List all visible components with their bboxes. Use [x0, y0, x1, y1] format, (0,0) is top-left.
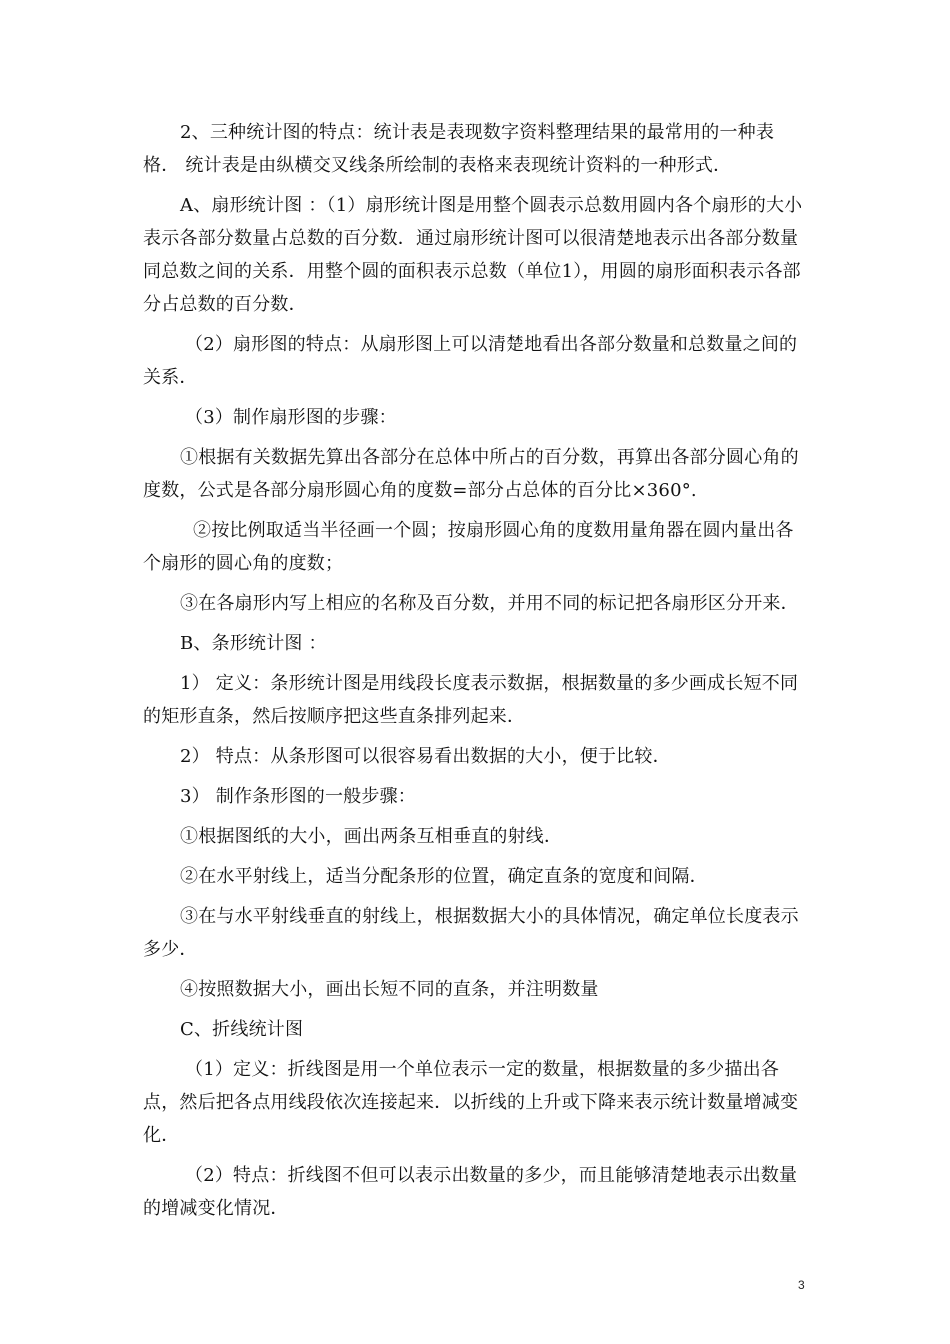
p-bar-step-4: ④按照数据大小，画出长短不同的直条，并注明数量	[180, 979, 599, 1000]
document-body	[143, 116, 809, 1232]
p-line-definition: （1）定义：折线图是用一个单位表示一定的数量，根据数量的多少描出各点，然后把各点用线段依次连接起来．以折线的上升或下降来表示统计数量增减变化．	[143, 1059, 799, 1146]
p-bar-step-2: ②在水平射线上，适当分配条形的位置，确定直条的宽度和间隔．	[180, 866, 708, 887]
p-bar-features: 2） 特点：从条形图可以很容易看出数据的大小，便于比较．	[180, 746, 671, 767]
p-line-title: C、折线统计图	[180, 1019, 304, 1040]
p-pie-step-3: ③在各扇形内写上相应的名称及百分数，并用不同的标记把各扇形区分开来．	[180, 593, 799, 614]
p-bar-title: B、条形统计图 ：	[180, 633, 327, 654]
p-bar-step-3: ③在与水平射线垂直的射线上，根据数据大小的具体情况，确定单位长度表示多少．	[143, 906, 799, 960]
p-pie-features: （2）扇形图的特点：从扇形图上可以清楚地看出各部分数量和总数量之间的关系．	[143, 334, 798, 388]
p-line-features: （2）特点：折线图不但可以表示出数量的多少，而且能够清楚地表示出数量的增减变化情况．	[143, 1165, 798, 1219]
p-three-charts-features: 2、三种统计图的特点：统计表是表现数字资料整理结果的最常用的一种表格． 统计表是由纵横交叉线条所绘制的表格来表现统计资料的一种形式．	[143, 122, 775, 176]
p-pie-definition: A、扇形统计图 ：（1）扇形统计图是用整个圆表示总数用圆内各个扇形的大小表示各部分数量占总数的百分数．通过扇形统计图可以很清楚地表示出各部分数量同总数之间的关系．用整个圆的面积表示总数（单位1），用圆的扇形面积表示各部分占总数的百分数．	[143, 195, 803, 315]
p-pie-steps-title: （3）制作扇形图的步骤：	[185, 407, 397, 428]
p-pie-step-1: ①根据有关数据先算出各部分在总体中所占的百分数，再算出各部分圆心角的度数，公式是各部分扇形圆心角的度数=部分占总体的百分比×360°.	[143, 447, 799, 501]
page-number: 3	[798, 1278, 805, 1292]
p-pie-step-2: ②按比例取适当半径画一个圆；按扇形圆心角的度数用量角器在圆内量出各个扇形的圆心角的度数；	[143, 520, 794, 574]
p-bar-step-1: ①根据图纸的大小，画出两条互相垂直的射线．	[180, 826, 563, 847]
p-bar-definition: 1） 定义：条形统计图是用线段长度表示数据，根据数量的多少画成长短不同的矩形直条，然后按顺序把这些直条排列起来．	[143, 673, 799, 727]
p-bar-steps-title: 3） 制作条形图的一般步骤：	[180, 786, 416, 807]
